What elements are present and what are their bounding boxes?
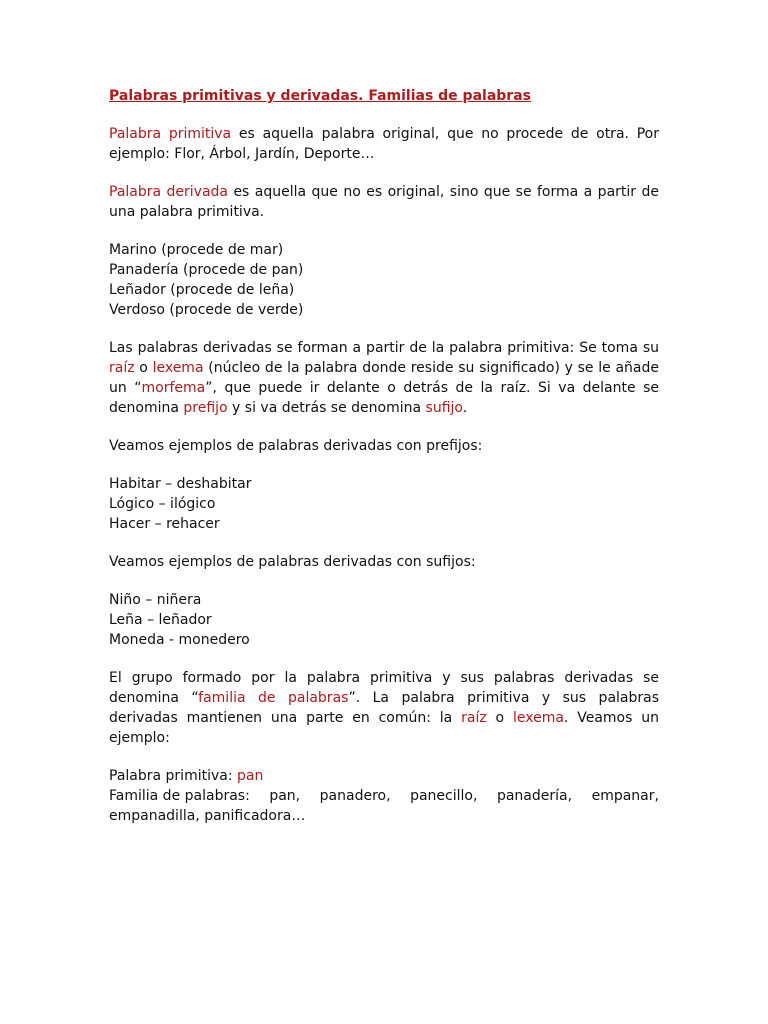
term-raiz: raíz: [109, 360, 135, 376]
term-prefijo: prefijo: [183, 400, 228, 416]
list-item: Marino (procede de mar): [109, 242, 284, 258]
term-sufijo: sufijo: [425, 400, 463, 416]
list-item: Panadería (procede de pan): [109, 262, 304, 278]
text-span: ”. La palabra primitiva y sus palabras derivadas mantienen una parte en común: la: [109, 690, 660, 726]
text-span: Las palabras derivadas se forman a partir de la palabra primitiva: Se toma su: [109, 340, 659, 356]
text-span: ”, que puede ir delante o detrás de la raíz. Si va delante se denomina: [109, 380, 660, 416]
list-item: Habitar – deshabitar: [109, 476, 252, 492]
term-lexema: lexema: [152, 360, 204, 376]
paragraph-derived-definition: [109, 182, 659, 222]
text-span: o: [486, 710, 513, 726]
text-span: y si va detrás se denomina: [227, 400, 426, 416]
example-list-suffixes: [109, 590, 659, 650]
suffix-intro: Veamos ejemplos de palabras derivadas con sufijos:: [109, 554, 476, 570]
text-span: . Veamos un ejemplo:: [109, 710, 659, 746]
paragraph-primitive-definition: [109, 124, 659, 164]
paragraph-formation: [109, 338, 659, 418]
document-page: [109, 86, 659, 844]
example-list-prefixes: [109, 474, 659, 534]
list-item: Lógico – ilógico: [109, 496, 216, 512]
list-item: Moneda - monedero: [109, 632, 250, 648]
primitive-word-line: [109, 766, 659, 786]
family-word: empanar,: [591, 788, 659, 804]
family-word: pan,: [269, 788, 301, 804]
family-example: [109, 766, 659, 826]
document-title: Palabras primitivas y derivadas. Familias de palabras: [109, 88, 531, 104]
primitive-word: pan: [237, 768, 264, 784]
term-palabra-derivada: Palabra derivada: [109, 184, 228, 200]
family-word: panadero,: [319, 788, 391, 804]
primitive-label: Palabra primitiva:: [109, 768, 238, 784]
term-raiz: raíz: [461, 710, 487, 726]
example-list-derived: [109, 240, 659, 320]
family-word: panadería,: [496, 788, 573, 804]
text-span: es aquella palabra original, que no procede de otra. Por ejemplo: Flor, Árbol, Jardín, Deporte…: [109, 126, 659, 162]
term-lexema: lexema: [512, 710, 564, 726]
term-familia-de-palabras: familia de palabras: [198, 690, 349, 706]
list-item: Verdoso (procede de verde): [109, 302, 304, 318]
text-span: o: [134, 360, 153, 376]
text-span: (núcleo de la palabra donde reside su significado) y se le añade un “: [109, 360, 659, 396]
prefix-intro: Veamos ejemplos de palabras derivadas con prefijos:: [109, 438, 483, 454]
text-span: .: [462, 400, 468, 416]
list-item: Leña – leñador: [109, 612, 212, 628]
family-line-2: empanadilla, panificadora…: [109, 808, 306, 824]
family-label: Familia de palabras:: [109, 788, 250, 804]
text-span: es aquella que no es original, sino que se forma a partir de una palabra primitiva.: [109, 184, 659, 220]
list-item: Leñador (procede de leña): [109, 282, 295, 298]
paragraph-family: [109, 668, 659, 748]
text-span: El grupo formado por la palabra primitiva y sus palabras derivadas se denomina “: [109, 670, 659, 706]
family-line-1: [109, 786, 659, 806]
family-word: panecillo,: [410, 788, 478, 804]
list-item: Hacer – rehacer: [109, 516, 220, 532]
list-item: Niño – niñera: [109, 592, 202, 608]
term-morfema: morfema: [141, 380, 206, 396]
term-palabra-primitiva: Palabra primitiva: [109, 126, 232, 142]
